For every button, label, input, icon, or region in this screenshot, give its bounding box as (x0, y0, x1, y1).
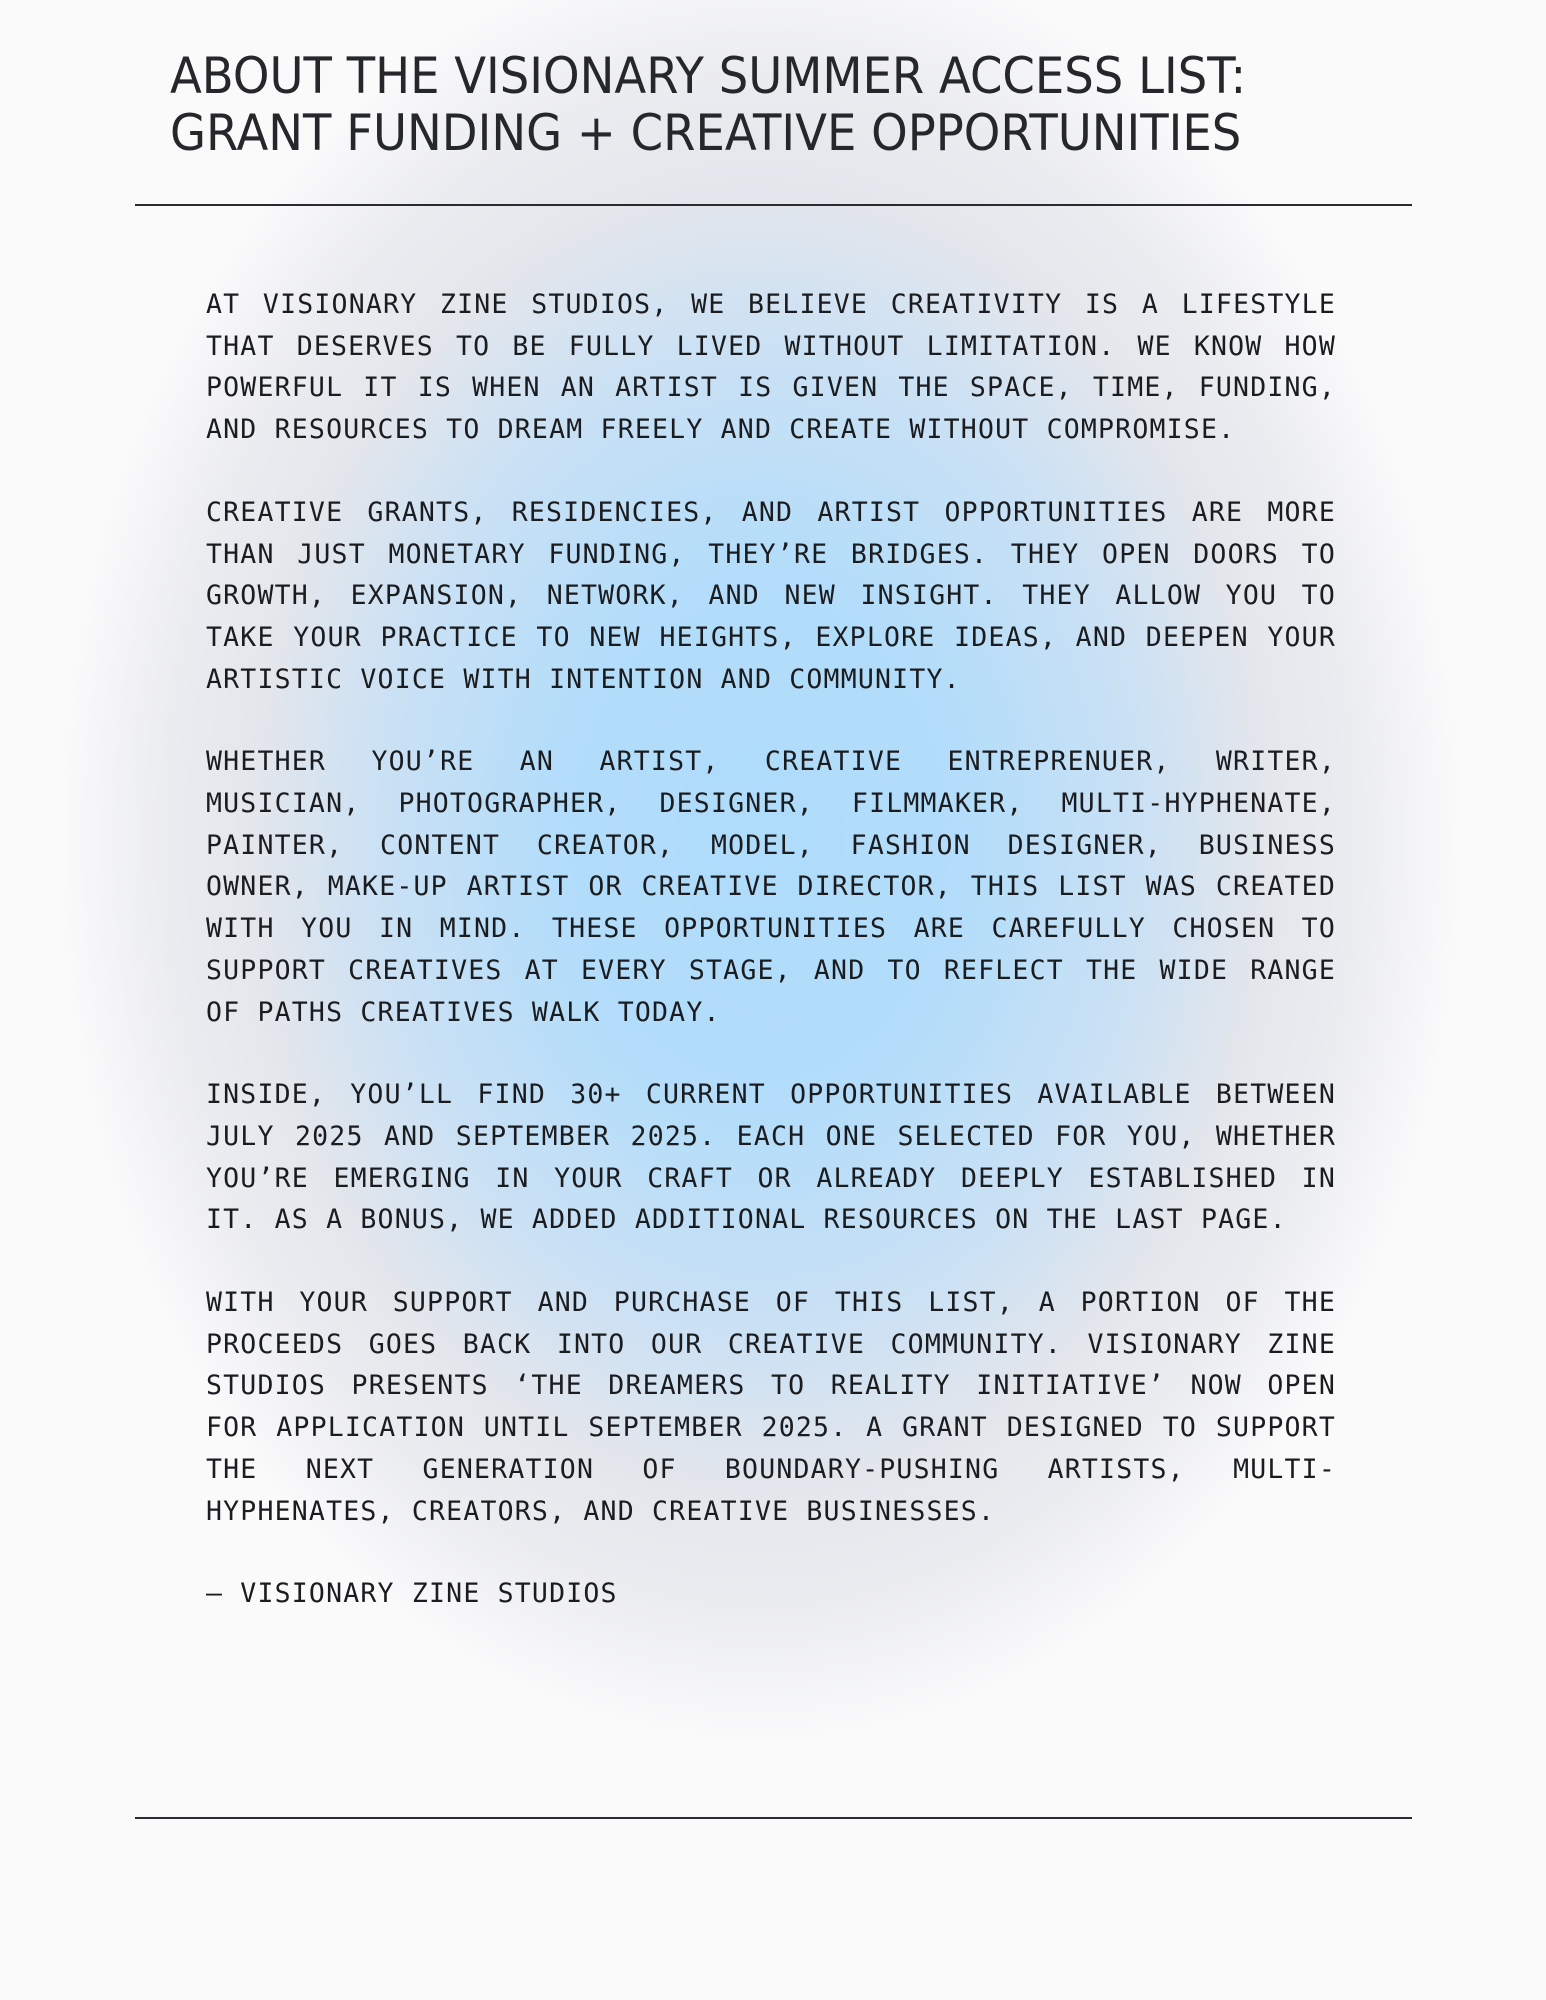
title-line-2: GRANT FUNDING + CREATIVE OPPORTUNITIES (170, 104, 1242, 162)
page-title (170, 48, 1323, 162)
paragraph-intro: AT VISIONARY ZINE STUDIOS, WE BELIEVE CREATIVITY IS A LIFESTYLE THAT DESERVES TO BE FULLY LIVED WITHOUT LIMITATION. WE KNOW HOW POWERFUL IT IS WHEN AN ARTIST IS GIVEN THE SPACE, TIME, FUNDING, AND RESOURCES TO DREAM FREELY AND CREATE WITHOUT COMPROMISE. (206, 289, 1336, 446)
body-text (206, 284, 1336, 1656)
top-divider (135, 204, 1412, 206)
paragraph-support: WITH YOUR SUPPORT AND PURCHASE OF THIS LIST, A PORTION OF THE PROCEEDS GOES BACK INTO OUR CREATIVE COMMUNITY. VISIONARY ZINE STUDIOS PRESENTS ‘THE DREAMERS TO REALITY INITIATIVE’ NOW OPEN FOR APPLICATION UNTIL SEPTEMBER 2025. A GRANT DESIGNED TO SUPPORT THE NEXT GENERATION OF BOUNDARY-PUSHING ARTISTS, MULTI-HYPHENATES, CREATORS, AND CREATIVE BUSINESSES. (206, 1287, 1336, 1527)
paragraph-audience: WHETHER YOU’RE AN ARTIST, CREATIVE ENTREPRENUER, WRITER, MUSICIAN, PHOTOGRAPHER, DESIGNER, FILMMAKER, MULTI-HYPHENATE, PAINTER, CONTENT CREATOR, MODEL, FASHION DESIGNER, BUSINESS OWNER, MAKE-UP ARTIST OR CREATIVE DIRECTOR, THIS LIST WAS CREATED WITH YOU IN MIND. THESE OPPORTUNITIES ARE CAREFULLY CHOSEN TO SUPPORT CREATIVES AT EVERY STAGE, AND TO REFLECT THE WIDE RANGE OF PATHS CREATIVES WALK TODAY. (206, 746, 1336, 1028)
signature: – VISIONARY ZINE STUDIOS (206, 1578, 618, 1610)
paragraph-inside: INSIDE, YOU’LL FIND 30+ CURRENT OPPORTUNITIES AVAILABLE BETWEEN JULY 2025 AND SEPTEMBER 2025. EACH ONE SELECTED FOR YOU, WHETHER YOU’RE EMERGING IN YOUR CRAFT OR ALREADY DEEPLY ESTABLISHED IN IT. AS A BONUS, WE ADDED ADDITIONAL RESOURCES ON THE LAST PAGE. (206, 1079, 1336, 1236)
title-line-1: ABOUT THE VISIONARY SUMMER ACCESS LIST: (170, 47, 1247, 105)
bottom-divider (135, 1817, 1412, 1819)
paragraph-grants: CREATIVE GRANTS, RESIDENCIES, AND ARTIST OPPORTUNITIES ARE MORE THAN JUST MONETARY FUNDING, THEY’RE BRIDGES. THEY OPEN DOORS TO GROWTH, EXPANSION, NETWORK, AND NEW INSIGHT. THEY ALLOW YOU TO TAKE YOUR PRACTICE TO NEW HEIGHTS, EXPLORE IDEAS, AND DEEPEN YOUR ARTISTIC VOICE WITH INTENTION AND COMMUNITY. (206, 496, 1336, 695)
